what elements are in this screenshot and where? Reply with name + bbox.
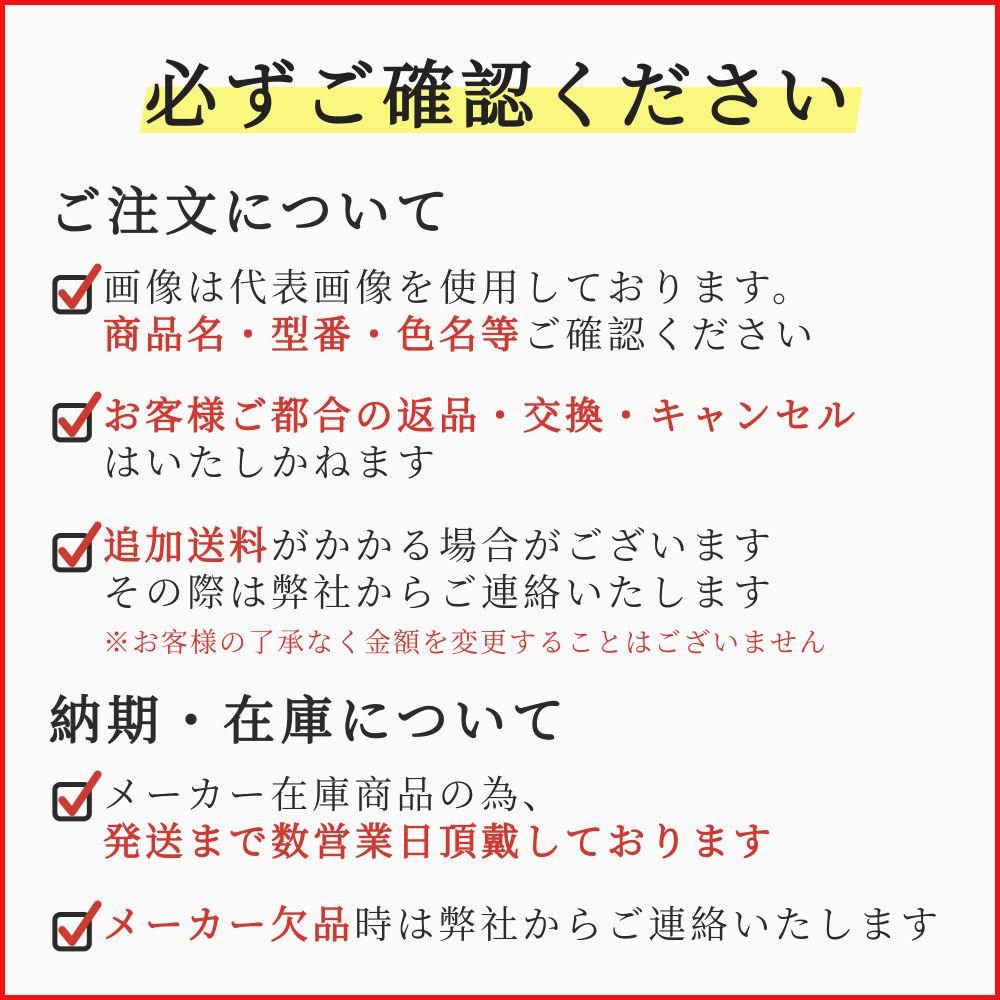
notice-item-text — [103, 524, 828, 660]
notice-item — [51, 524, 995, 660]
notice-item — [51, 266, 995, 360]
text-segment: その際は弊社からご連絡いたします — [103, 573, 776, 615]
text-segment-red: 発送まで数営業日頂戴しております — [103, 822, 776, 864]
text-segment: ご確認ください — [523, 315, 818, 357]
checked-checkbox-icon — [51, 388, 101, 444]
text-segment-red: お客様ご都合の返品・交換・キャンセル — [103, 396, 860, 438]
text-segment: 画像は代表画像を使用しております。 — [103, 268, 814, 310]
notice-item — [51, 773, 995, 867]
text-segment: 時は弊社からご連絡いたします — [354, 905, 943, 947]
checked-checkbox-icon — [51, 260, 101, 316]
notice-item-text — [103, 266, 817, 360]
notice-item — [51, 903, 995, 953]
section-heading-order: ご注文について — [49, 185, 454, 242]
notice-item — [51, 394, 995, 488]
checked-checkbox-icon — [51, 767, 101, 823]
fine-print-note: ※お客様の了承なく金額を変更することはございません — [103, 628, 828, 658]
text-segment: はいたしかねます — [103, 443, 440, 485]
text-segment: がかかる場合がございます — [271, 526, 776, 568]
checked-checkbox-icon — [51, 518, 101, 574]
text-segment-red: 追加送料 — [103, 526, 272, 568]
checked-checkbox-icon — [51, 897, 101, 953]
notice-item-text — [103, 903, 942, 950]
page-title: 必ずご確認ください — [144, 55, 856, 137]
section-heading-stock: 納期・在庫について — [49, 694, 570, 751]
notice-item-text — [103, 394, 859, 488]
text-segment: メーカー在庫商品の為、 — [103, 775, 565, 817]
title-block — [5, 33, 995, 145]
notice-item-text — [103, 773, 775, 867]
text-segment-red: メーカー欠品 — [103, 905, 355, 947]
text-segment-red: 商品名・型番・色名等 — [103, 315, 524, 357]
